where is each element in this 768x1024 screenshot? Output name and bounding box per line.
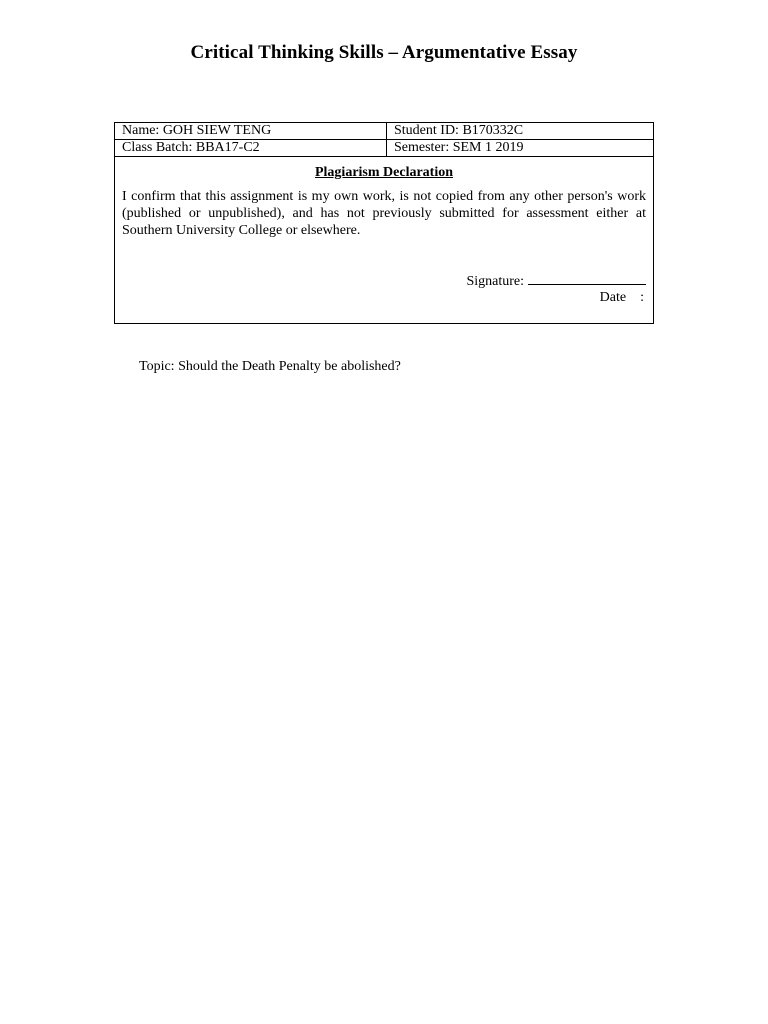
table-row — [115, 157, 654, 324]
date-row — [122, 290, 646, 306]
student-id-cell: Student ID: B170332C — [387, 123, 654, 140]
class-batch-cell: Class Batch: BBA17-C2 — [115, 140, 387, 157]
document-title: Critical Thinking Skills – Argumentative Essay — [190, 42, 578, 63]
signature-line — [528, 272, 646, 285]
date-colon: : — [640, 290, 644, 305]
signature-label: Signature: — [466, 274, 524, 289]
student-info-table — [114, 122, 654, 324]
semester-cell: Semester: SEM 1 2019 — [387, 140, 654, 157]
table-row — [115, 123, 654, 140]
declaration-text: I confirm that this assignment is my own work, is not copied from any other person's work (published or unpublished), and has not previously submitted for assessment either at Southern University College or elsewhere. — [122, 189, 646, 238]
plagiarism-declaration-cell — [115, 157, 654, 324]
essay-topic: Topic: Should the Death Penalty be abolished? — [139, 359, 401, 374]
signature-row — [122, 272, 646, 290]
declaration-title: Plagiarism Declaration — [314, 165, 454, 180]
table-row — [115, 140, 654, 157]
student-name-cell: Name: GOH SIEW TENG — [115, 123, 387, 140]
date-label: Date — [599, 290, 627, 305]
